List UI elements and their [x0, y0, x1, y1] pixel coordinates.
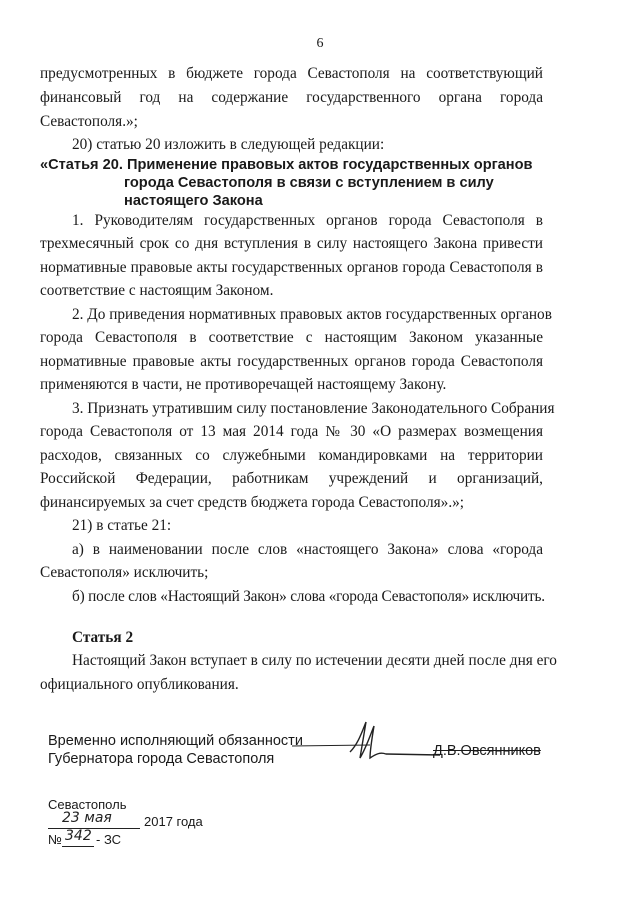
para3-line-5: финансируемых за счет средств бюджета города Севастополя».»;	[40, 494, 465, 511]
footer-number-prefix: №	[48, 832, 62, 847]
article-20-title-line-3: настоящего Закона	[124, 193, 263, 209]
item-21a-line-2: Севастополя» исключить;	[40, 564, 209, 581]
page-number: 6	[316, 36, 324, 51]
article-2-line-2: официального опубликования.	[40, 676, 239, 693]
para2-line-4: применяются в части, не противоречащей настоящему Закону.	[40, 376, 447, 393]
footer-date-underline	[48, 828, 140, 829]
para3-line-4: Российской Федерации, работникам учреждений и организаций,	[40, 470, 543, 487]
para3-line-2: города Севастополя от 13 мая 2014 года № 30 «О размерах возмещения	[40, 423, 543, 440]
para3-line-3: расходов, связанных со служебными командировками на территории	[40, 447, 543, 464]
item-20-intro: 20) статью 20 изложить в следующей редакции:	[72, 136, 385, 153]
footer-number-row	[48, 828, 208, 849]
footer-year: 2017 года	[144, 814, 203, 829]
article-2-title: Статья 2	[72, 629, 134, 646]
item-21a-line-1: а) в наименовании после слов «настоящего Закона» слова «города	[72, 541, 543, 558]
footer-number-suffix: - ЗС	[96, 832, 122, 847]
intro-line-2: финансовый год на содержание государственного органа города	[40, 89, 543, 106]
para2-line-3: нормативные правовые акты государственных органов города Севастополя	[40, 353, 543, 370]
signatory-name: Д.В.Овсянников	[433, 743, 541, 759]
footer-number-handwritten: 342	[65, 828, 92, 844]
para1-line-3: нормативные правовые акты государственных органов города Севастополя в	[40, 259, 543, 276]
handwritten-signature	[290, 718, 450, 766]
signatory-position-line-1: Временно исполняющий обязанности	[48, 733, 303, 749]
article-20-title-line-1: «Статья 20. Применение правовых актов государственных органов	[40, 157, 533, 173]
item-21: 21) в статье 21:	[72, 517, 172, 534]
article-2-line-1: Настоящий Закон вступает в силу по истечении десяти дней после дня его	[72, 652, 557, 669]
footer-number-underline	[62, 846, 94, 847]
intro-line-1: предусмотренных в бюджете города Севастополя на соответствующий	[40, 65, 543, 82]
para2-line-2: города Севастополя в соответствие с настоящим Законом указанные	[40, 329, 543, 346]
footer-city: Севастополь	[48, 797, 127, 812]
para1-line-1: 1. Руководителям государственных органов города Севастополя в	[72, 212, 543, 229]
article-20-title-line-2: города Севастополя в связи с вступлением в силу	[124, 175, 494, 191]
para3-line-1: 3. Признать утратившим силу постановление Законодательного Собрания	[72, 400, 555, 417]
item-21b: б) после слов «Настоящий Закон» слова «города Севастополя» исключить.	[72, 588, 545, 605]
para2-line-1: 2. До приведения нормативных правовых актов государственных органов	[72, 306, 552, 323]
intro-line-3: Севастополя.»;	[40, 113, 138, 130]
footer-date-handwritten: 23 мая	[62, 810, 112, 826]
para1-line-2: трехмесячный срок со дня вступления в силу настоящего Закона привести	[40, 235, 543, 252]
signatory-position-line-2: Губернатора города Севастополя	[48, 751, 275, 767]
para1-line-4: соответствие с настоящим Законом.	[40, 282, 274, 299]
